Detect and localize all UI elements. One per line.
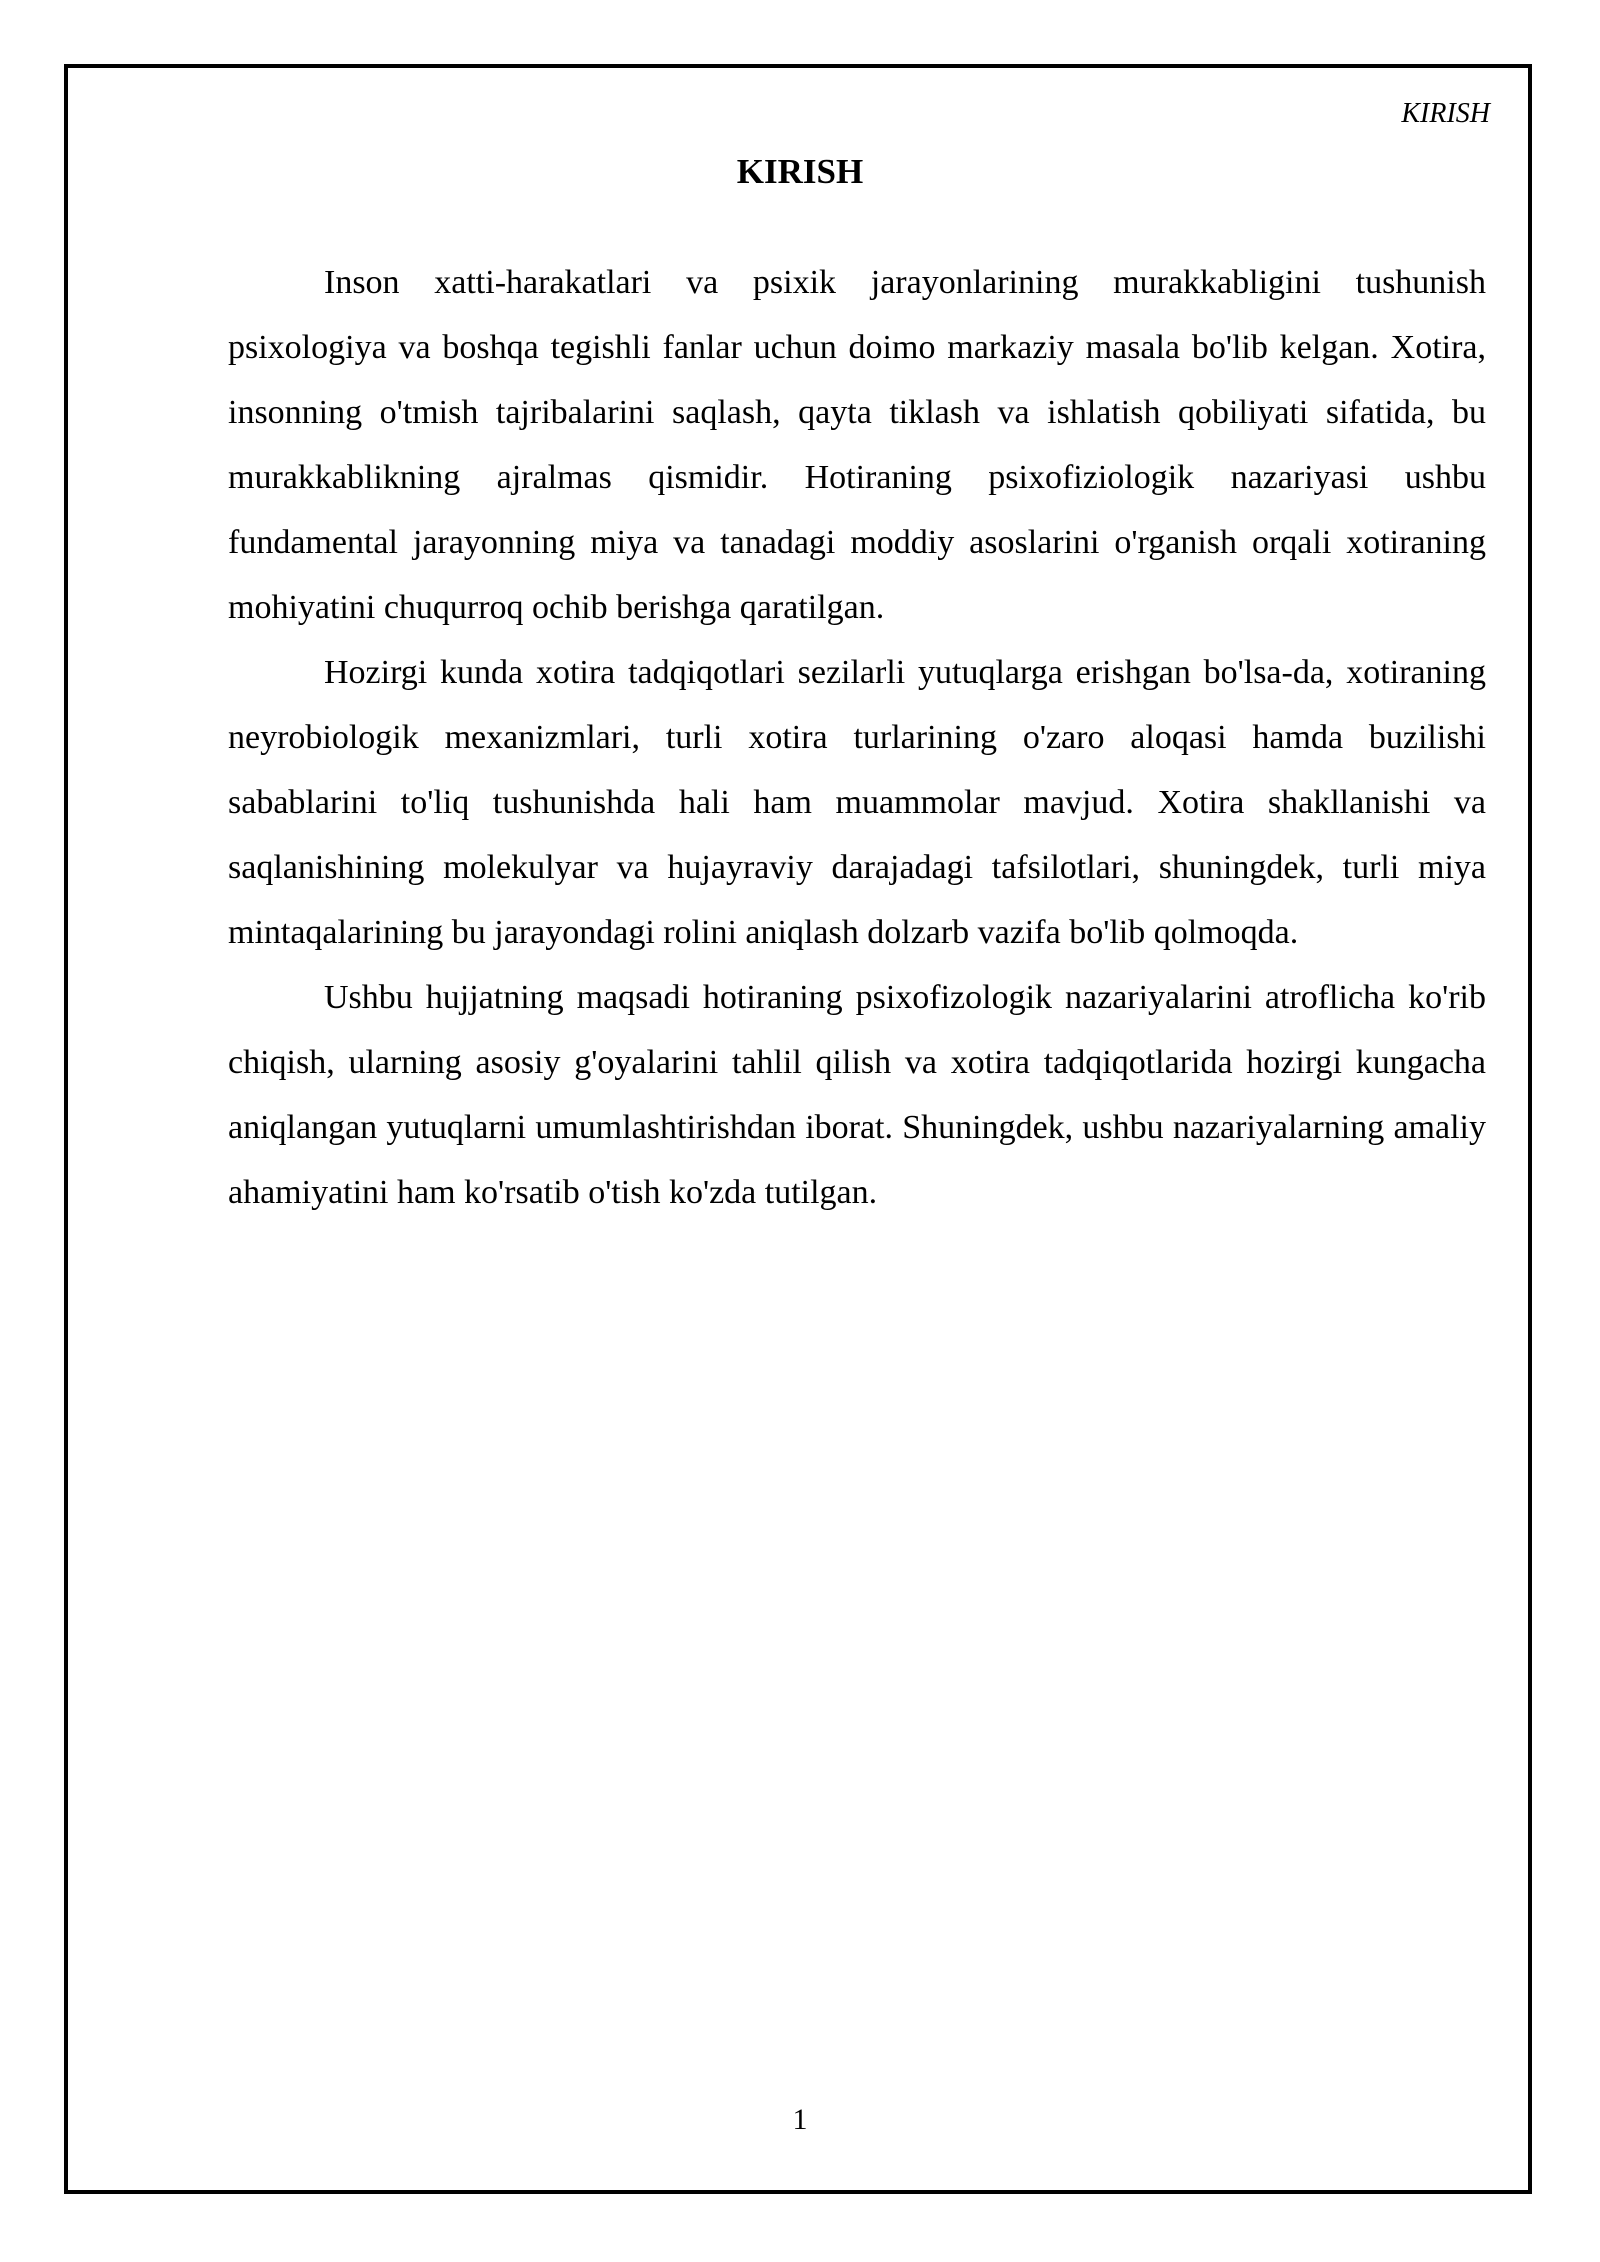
page-number: 1: [792, 2103, 808, 2136]
paragraph-1: Inson xatti-harakatlari va psixik jarayonlarining murakkabligini tushunish psixologiya va boshqa tegishli fanlar uchun doimo markaziy masala bo'lib kelgan. Xotira, insonning o'tmish tajribalarini saqlash, qayta tiklash va ishlatish qobiliyati sifatida, bu murakkablikning ajralmas qismidir. Hotiraning psixofiziologik nazariyasi ushbu fundamental jarayonning miya va tanadagi moddiy asoslarini o'rganish orqali xotiraning mohiyatini chuqurroq ochib berishga qaratilgan.: [228, 264, 1486, 626]
page-title: KIRISH: [736, 152, 864, 191]
document-body: [228, 250, 1486, 1225]
paragraph-2: Hozirgi kunda xotira tadqiqotlari sezilarli yutuqlarga erishgan bo'lsa-da, xotiraning neyrobiologik mexanizmlari, turli xotira turlarining o'zaro aloqasi hamda buzilishi sabablarini to'liq tushunishda hali ham muammolar mavjud. Xotira shakllanishi va saqlanishining molekulyar va hujayraviy darajadagi tafsilotlari, shuningdek, turli miya mintaqalarining bu jarayondagi rolini aniqlash dolzarb vazifa bo'lib qolmoqda.: [228, 654, 1486, 951]
paragraph-3: Ushbu hujjatning maqsadi hotiraning psixofizologik nazariyalarini atroflicha ko'rib chiqish, ularning asosiy g'oyalarini tahlil qilish va xotira tadqiqotlarida hozirgi kungacha aniqlangan yutuqlarni umumlashtirishdan iborat. Shuningdek, ushbu nazariyalarning amaliy ahamiyatini ham ko'rsatib o'tish ko'zda tutilgan.: [228, 979, 1486, 1211]
running-header: KIRISH: [1401, 98, 1490, 129]
